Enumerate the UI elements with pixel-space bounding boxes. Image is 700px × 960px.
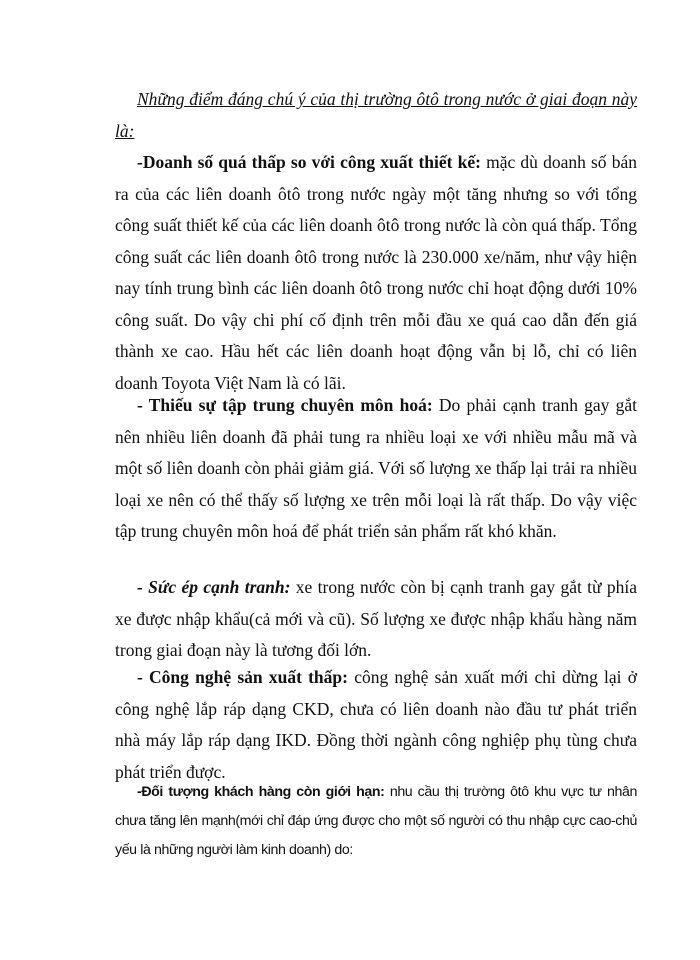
paragraph-technology — [115, 662, 637, 788]
paragraph-specialization — [115, 390, 637, 548]
paragraph-lead: - Sức ép cạnh tranh: — [137, 577, 291, 597]
paragraph-body: nhu cầu thị trường ôtô khu vực tư nhân chưa tăng lên mạnh(mới chỉ đáp ứng được cho một số người có thu nhập cực cao-chủ yếu là những người làm kinh doanh) do: — [115, 784, 637, 858]
paragraph-lead: - Thiếu sự tập trung chuyên môn hoá: — [137, 395, 433, 415]
paragraph-lead: - Công nghệ sản xuất thấp: — [137, 667, 348, 687]
section-heading: Những điểm đáng chú ý của thị trường ôtô trong nước ở giai đoạn này là: — [115, 89, 637, 141]
paragraph-lead: -Đối tượng khách hàng còn giới hạn: — [137, 784, 385, 800]
paragraph-customers — [115, 778, 637, 865]
paragraph-body: công nghệ sản xuất mới chỉ dừng lại ở công nghệ lắp ráp dạng CKD, chưa có liên doanh nào đầu tư phát triển nhà máy lắp ráp dạng IKD. Đồng thời ngành công nghiệp phụ tùng chưa phát triển được. — [115, 667, 637, 782]
paragraph-body: xe trong nước còn bị cạnh tranh gay gắt từ phía xe được nhập khẩu(cả mới và cũ). Số lượng xe được nhập khẩu hàng năm trong giai đoạn này là tương đối lớn. — [115, 577, 637, 660]
paragraph-low-sales — [115, 147, 637, 399]
paragraph-lead: -Doanh số quá thấp so với công xuất thiết kế: — [137, 152, 481, 172]
paragraph-body: Do phải cạnh tranh gay gắt nên nhiều liên doanh đã phải tung ra nhiều loại xe với nhiều mẫu mã và một số liên doanh còn phải giảm giá. Với số lượng xe thấp lại trải ra nhiều loại xe nên có thể thấy số lượng xe trên mỗi loại là rất thấp. Do vậy việc tập trung chuyên môn hoá để phát triển sản phẩm rất khó khăn. — [115, 395, 637, 541]
paragraph-body: mặc dù doanh số bán ra của các liên doanh ôtô trong nước ngày một tăng nhưng so với tổng công suất thiết kế của các liên doanh ôtô trong nước là còn quá thấp. Tổng công suất các liên doanh ôtô trong nước là 230.000 xe/năm, như vậy hiện nay tính trung bình các liên doanh ôtô trong nước chỉ hoạt động dưới 10% công suất. Do vậy chi phí cố định trên mỗi đầu xe quá cao dẫn đến giá thành xe cao. Hầu hết các liên doanh hoạt động vẫn bị lỗ, chỉ có liên doanh Toyota Việt Nam là có lãi. — [115, 152, 637, 393]
paragraph-competition — [115, 572, 637, 667]
